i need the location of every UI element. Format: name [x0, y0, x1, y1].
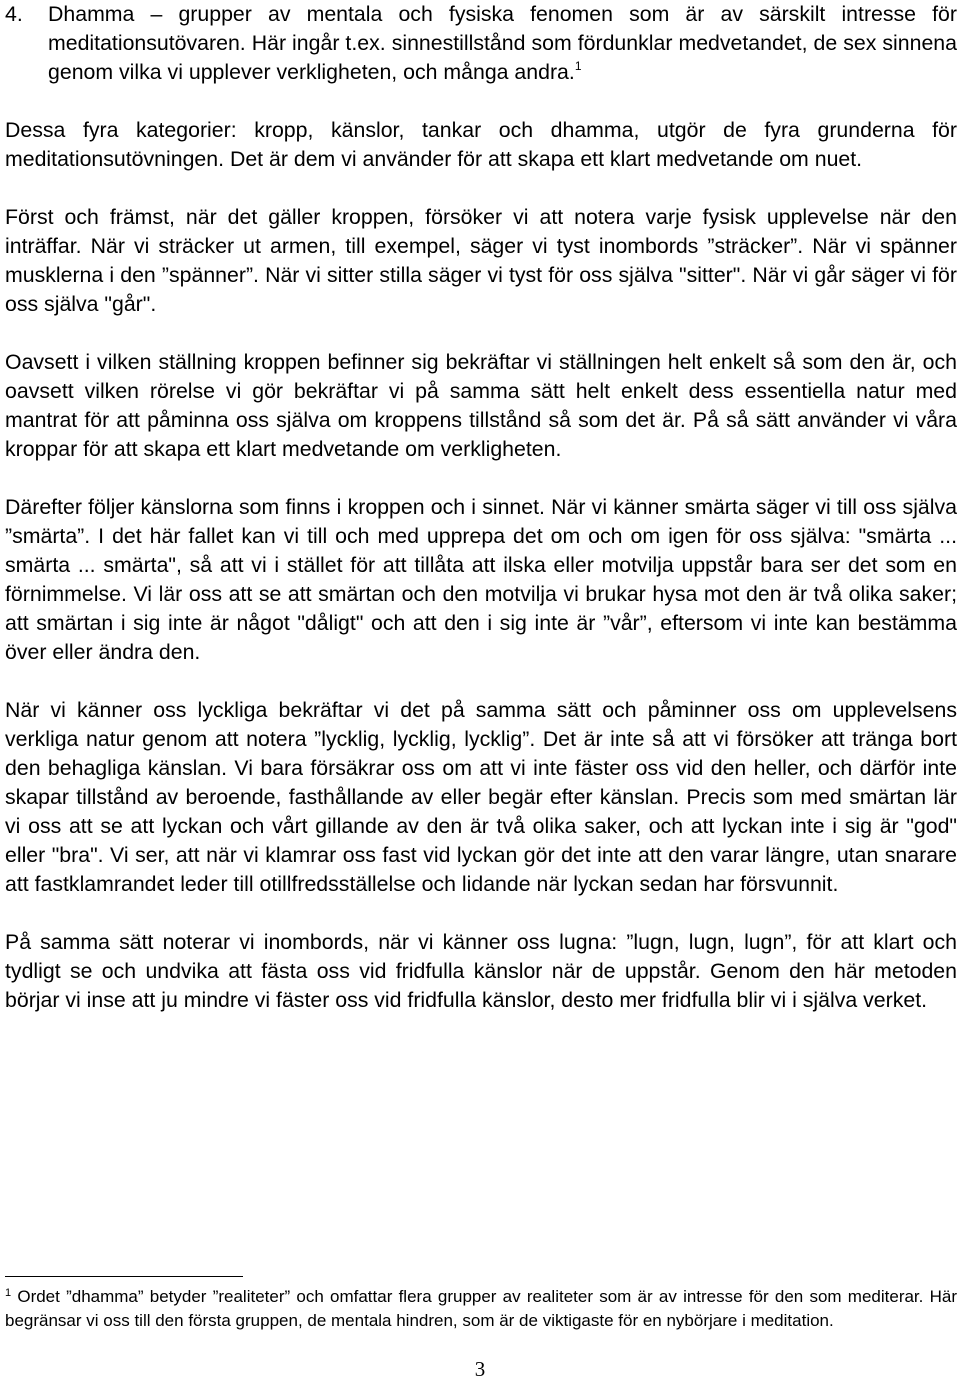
paragraph-happiness: När vi känner oss lyckliga bekräftar vi det på samma sätt och påminner oss om upplevelsens verkliga natur genom att notera ”lycklig, lycklig, lycklig”. Det är inte så att vi försöker att tränga bort den behagliga känslan. Vi bara försäkrar oss om att vi inte fäster oss vid den heller, och därför inte skapar tillstånd av beroende, fasthållande av eller begär efter känslan. Precis som med smärtan lär vi oss att se att lyckan och vårt gillande av den är två olika saker, och att lyckan inte i sig är "god" eller "bra". Vi ser, att när vi klamrar oss fast vid lyckan gör det inte att den varar längre, utan snarare att fastklamrandet leder till otillfredsställelse och lidande när lyckan sedan har försvunnit. — [5, 698, 957, 896]
list-item-4 — [5, 0, 957, 87]
paragraph-four-foundations: Dessa fyra kategorier: kropp, känslor, tankar och dhamma, utgör de fyra grunderna för meditationsutövningen. Det är dem vi använder för att skapa ett klart medvetande om nuet. — [5, 118, 957, 171]
paragraph-gap — [5, 174, 957, 203]
footnote — [5, 1285, 957, 1333]
footnote-text: Ordet ”dhamma” betyder ”realiteter” och omfattar flera grupper av realiteter som är av intresse för den som mediterar. Här begränsar vi oss till den första gruppen, de mentala hindren, som är de viktigaste för en nybörjare i meditation. — [5, 1287, 957, 1330]
body-text — [5, 0, 957, 1015]
paragraph-feelings-pain: Därefter följer känslorna som finns i kroppen och i sinnet. När vi känner smärta säger vi till oss själva ”smärta”. I det här fallet kan vi till och med upprepa det om och om igen för oss själva: "smärta ... smärta ... smärta", så att vi i stället för att tillåta att ilska eller motvilja uppstår bara ser det som en förnimmelse. Vi lär oss att se att smärtan och den motvilja vi brukar hysa mot den är två olika saker; att smärtan i sig inte är något "dåligt" och att den i sig inte är ”vår”, eftersom vi inte kan bestämma över eller ändra den. — [5, 495, 957, 664]
paragraph-gap — [5, 319, 957, 348]
list-item-text — [48, 0, 957, 87]
paragraph-posture: Oavsett i vilken ställning kroppen befinner sig bekräftar vi ställningen helt enkelt så som den är, och oavsett vilken rörelse vi gör bekräftar vi på samma sätt helt enkelt dess essentiella natur med mantrat för att påminna oss själva om kroppens tillstånd så som det är. På så sätt använder vi våra kroppar för att skapa ett klart medvetande om verkligheten. — [5, 350, 957, 461]
paragraph-gap — [5, 667, 957, 696]
paragraph-gap — [5, 899, 957, 928]
footnote-reference: 1 — [574, 59, 582, 73]
list-number: 4. — [5, 2, 23, 26]
paragraph-gap — [5, 87, 957, 116]
footnote-divider — [5, 1276, 243, 1277]
paragraph-calm: På samma sätt noterar vi inombords, när vi känner oss lugna: ”lugn, lugn, lugn”, för att klart och tydligt se och undvika att fästa oss vid fridfulla känslor när de uppstår. Genom den här metoden börjar vi inse att ju mindre vi fäster oss vid fridfulla känslor, desto mer fridfulla blir vi i själva verket. — [5, 930, 957, 1012]
footnote-marker: 1 — [5, 1287, 12, 1299]
list-item-body: Dhamma – grupper av mentala och fysiska fenomen som är av särskilt intresse för meditationsutövaren. Här ingår t.ex. sinnestillstånd som fördunklar medvetandet, de sex sinnena genom vilka vi upplever verkligheten, och många andra. — [48, 2, 957, 84]
paragraph-body-awareness: Först och främst, när det gäller kroppen, försöker vi att notera varje fysisk upplevelse när den inträffar. När vi sträcker ut armen, till exempel, säger vi tyst inombords ”sträcker”. När vi spänner musklerna i den ”spänner”. När vi sitter stilla säger vi tyst för oss själva "sitter". När vi går säger vi för oss själva "går". — [5, 205, 957, 316]
paragraph-gap — [5, 464, 957, 493]
page-number: 3 — [474, 1357, 486, 1381]
